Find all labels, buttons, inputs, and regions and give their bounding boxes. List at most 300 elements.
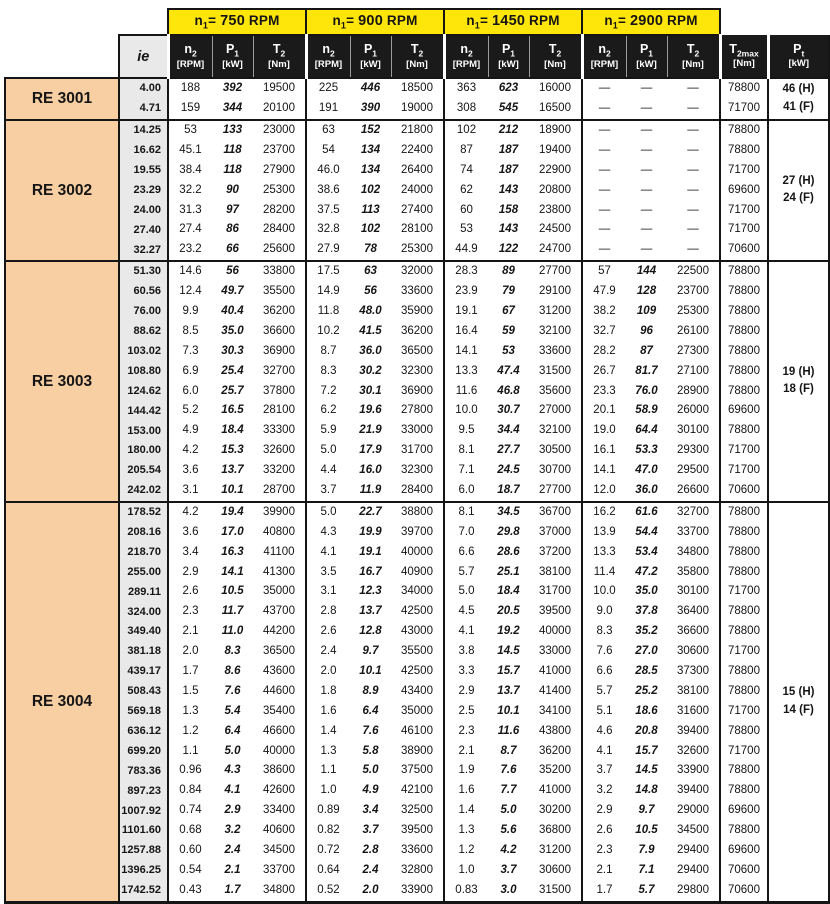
ratio-cell: 103.02 (119, 342, 168, 362)
cell-n2: 3.1 (306, 582, 350, 602)
cell-t2: 29000 (677, 804, 709, 817)
cell-t2: 39500 (539, 605, 571, 618)
cell-t2: 32100 (539, 424, 571, 437)
ratio-cell: 636.12 (119, 722, 168, 742)
cell-p1: 102 (360, 183, 381, 196)
cell-t2: 32600 (263, 444, 295, 457)
cell-t2max: 78800 (720, 562, 768, 582)
cell-t2: — (687, 143, 699, 156)
cell-t2max: 78800 (720, 361, 768, 381)
cell-n2: 3.6 (168, 523, 212, 543)
cell-n2: 87 (444, 141, 488, 161)
cell-n2: 10.0 (444, 401, 488, 421)
cell-p1: 446 (350, 78, 391, 99)
cell-n2: 2.8 (306, 602, 350, 622)
cell-p1: 30.7 (497, 404, 520, 417)
cell-t2: — (687, 243, 699, 256)
cell-p1: 36.0 (359, 344, 382, 357)
cell-n2: 4.1 (306, 542, 350, 562)
cell-n2: 1.7 (582, 881, 626, 902)
ratio-cell: 88.62 (119, 322, 168, 342)
cell-n2: 188 (168, 78, 212, 99)
cell-p1: 7.6 (500, 764, 517, 777)
cell-t2: 33600 (401, 285, 433, 298)
ratio-cell: 208.16 (119, 523, 168, 543)
cell-n2: 4.4 (306, 461, 350, 481)
cell-t2: 30200 (539, 804, 571, 817)
cell-t2: 20800 (539, 183, 571, 196)
model-header-spacer (5, 35, 119, 78)
cell-n2: 225 (306, 78, 350, 99)
cell-n2: 363 (444, 78, 488, 99)
cell-n2: 0.89 (306, 801, 350, 821)
cell-p1: 30.2 (359, 364, 382, 377)
cell-t2: 30100 (677, 585, 709, 598)
cell-t2: 27800 (401, 404, 433, 417)
cell-p1: 25.7 (221, 384, 244, 397)
cell-n2: 23.3 (582, 381, 626, 401)
cell-n2: 4.2 (168, 502, 212, 523)
cell-p1: 29.8 (497, 525, 520, 538)
ratio-cell: 24.00 (119, 200, 168, 220)
cell-t2: 29800 (667, 881, 720, 902)
cell-t2: — (667, 120, 720, 141)
cell-p1: 6.4 (362, 704, 379, 717)
cell-t2: 41100 (263, 545, 295, 558)
cell-t2max: 71700 (720, 220, 768, 240)
cell-n2: 3.8 (444, 642, 488, 662)
cell-n2: 3.4 (168, 542, 212, 562)
cell-n2: 19.1 (444, 302, 488, 322)
cell-t2: 36500 (401, 344, 433, 357)
cell-n2: 7.3 (168, 342, 212, 362)
cell-p1: 17.9 (359, 444, 382, 457)
cell-p1: 56 (212, 261, 253, 282)
cell-n2: 54 (306, 141, 350, 161)
cell-p1: 16.3 (221, 545, 244, 558)
cell-n2: 4.1 (582, 741, 626, 761)
cell-p1: 76.0 (635, 384, 658, 397)
cell-p1: 53.4 (635, 545, 658, 558)
thermal-power-line: 18 (F) (783, 383, 814, 396)
cell-n2: 37.5 (306, 200, 350, 220)
cell-p1: 15.7 (497, 665, 520, 678)
col-header-n2-2900: $n_2$ [RPM] (582, 35, 626, 78)
cell-p1: 41.5 (359, 324, 382, 337)
cell-n2: 6.0 (168, 381, 212, 401)
cell-n2: 38.2 (582, 302, 626, 322)
cell-t2: 40000 (539, 625, 571, 638)
cell-n2: 2.3 (444, 722, 488, 742)
cell-t2: 26100 (677, 324, 709, 337)
cell-n2: 11.4 (582, 562, 626, 582)
cell-p1: — (640, 223, 653, 236)
cell-t2: 33000 (539, 645, 571, 658)
cell-t2: 33600 (539, 344, 571, 357)
table-body (5, 78, 829, 902)
cell-t2: 22400 (401, 143, 433, 156)
cell-t2: 32000 (391, 261, 444, 282)
cell-n2: 0.82 (306, 821, 350, 841)
cell-t2: 21800 (391, 120, 444, 141)
cell-n2: 38.6 (306, 180, 350, 200)
cell-t2max: 71700 (720, 642, 768, 662)
cell-p1: 5.8 (362, 744, 379, 757)
cell-t2max: 69600 (720, 841, 768, 861)
cell-t2max: 70600 (720, 481, 768, 502)
cell-n2: 1.0 (306, 781, 350, 801)
cell-n2: 6.9 (168, 361, 212, 381)
cell-t2: 46600 (263, 724, 295, 737)
cell-n2: 1.3 (168, 702, 212, 722)
cell-n2: 1.1 (306, 761, 350, 781)
cell-t2: 23000 (253, 120, 306, 141)
cell-p1: 14.1 (221, 565, 244, 578)
cell-t2max: 78800 (720, 722, 768, 742)
cell-t2: 37500 (401, 764, 433, 777)
cell-t2: 33300 (263, 424, 295, 437)
cell-t2: — (687, 102, 699, 115)
cell-t2: 31700 (401, 444, 433, 457)
cell-p1: 13.7 (497, 684, 520, 697)
cell-t2: 37800 (263, 384, 295, 397)
cell-t2: 22900 (539, 163, 571, 176)
cell-p1: 19.9 (359, 525, 382, 538)
cell-t2: 31600 (677, 704, 709, 717)
cell-n2: 7.1 (444, 461, 488, 481)
ratio-cell: 218.70 (119, 542, 168, 562)
cell-n2: 6.0 (444, 481, 488, 502)
cell-p1: 87 (640, 344, 653, 357)
cell-n2: 26.7 (582, 361, 626, 381)
cell-p1: 1.7 (212, 881, 253, 902)
cell-n2: 23.9 (444, 282, 488, 302)
ratio-cell: 124.62 (119, 381, 168, 401)
cell-t2max: 78800 (720, 502, 768, 523)
cell-t2: 33800 (253, 261, 306, 282)
cell-t2: 16500 (539, 102, 571, 115)
cell-n2: 28.3 (444, 261, 488, 282)
cell-n2: 1.2 (444, 841, 488, 861)
cell-n2: 60 (444, 200, 488, 220)
cell-t2: 24500 (539, 223, 571, 236)
ratio-cell: 23.29 (119, 180, 168, 200)
cell-t2max: 71700 (720, 741, 768, 761)
cell-n2: 38.4 (168, 161, 212, 181)
ratio-cell: 242.02 (119, 481, 168, 502)
cell-t2: 32600 (677, 744, 709, 757)
cell-p1: 53 (502, 344, 515, 357)
cell-t2: 36200 (401, 324, 433, 337)
cell-t2: 31500 (539, 364, 571, 377)
cell-t2: 38600 (263, 764, 295, 777)
cell-t2: 40900 (401, 565, 433, 578)
cell-p1: 25.4 (221, 364, 244, 377)
cell-t2: 25300 (401, 243, 433, 256)
cell-t2: 35500 (263, 285, 295, 298)
cell-n2: 11.6 (444, 381, 488, 401)
cell-p1: 18.4 (221, 424, 244, 437)
cell-n2: 8.3 (582, 622, 626, 642)
cell-n2: 14.9 (306, 282, 350, 302)
cell-t2: 43700 (263, 605, 295, 618)
cell-n2: 6.2 (306, 401, 350, 421)
ratio-cell: 180.00 (119, 441, 168, 461)
cell-p1: 27.0 (635, 645, 658, 658)
ratio-cell: 108.80 (119, 361, 168, 381)
cell-p1: 19.6 (359, 404, 382, 417)
cell-n2: 14.1 (444, 342, 488, 362)
cell-n2: 5.0 (306, 502, 350, 523)
cell-t2max: 78800 (720, 322, 768, 342)
cell-n2: — (582, 240, 626, 261)
cell-t2: 36600 (263, 324, 295, 337)
cell-n2: 1.6 (444, 781, 488, 801)
cell-n2: 10.0 (582, 582, 626, 602)
ratio-cell: 1396.25 (119, 861, 168, 881)
cell-p1: 11.7 (221, 605, 244, 618)
cell-n2: 2.9 (168, 562, 212, 582)
cell-t2: — (687, 223, 699, 236)
model-cell-re-3004: RE 3004 (5, 502, 119, 902)
cell-n2: 62 (444, 180, 488, 200)
cell-p1: 78 (364, 243, 377, 256)
cell-n2: — (582, 78, 626, 99)
col-header-p1-750: $P_1$ [kW] (212, 35, 253, 78)
cell-p1: 5.0 (224, 744, 241, 757)
cell-p1: 15.7 (635, 744, 658, 757)
cell-t2: 36400 (677, 605, 709, 618)
cell-n2: 6.6 (444, 542, 488, 562)
col-header-n2-900: $n_2$ [RPM] (306, 35, 350, 78)
cell-n2: 74 (444, 161, 488, 181)
cell-n2: 13.9 (582, 523, 626, 543)
cell-n2: 5.9 (306, 421, 350, 441)
cell-n2: 10.2 (306, 322, 350, 342)
cell-t2: 33600 (401, 844, 433, 857)
cell-n2: 28.2 (582, 342, 626, 362)
cell-n2: 0.52 (306, 881, 350, 902)
cell-n2: 0.74 (168, 801, 212, 821)
cell-p1: 15.3 (221, 444, 244, 457)
ratio-cell: 76.00 (119, 302, 168, 322)
cell-n2: 9.5 (444, 421, 488, 441)
cell-p1: 40.4 (221, 304, 244, 317)
speed-banner-2900rpm: $n_1= 2900$ RPM (582, 9, 720, 35)
cell-p1: 134 (360, 143, 381, 156)
cell-p1: 8.6 (224, 665, 241, 678)
cell-t2: 23700 (263, 143, 295, 156)
cell-p1: 89 (488, 261, 529, 282)
cell-n2: 47.9 (582, 282, 626, 302)
cell-p1: 47.2 (635, 565, 658, 578)
col-header-n2-750: $n_2$ [RPM] (168, 35, 212, 78)
cell-p1: 4.3 (224, 764, 241, 777)
cell-t2: 23700 (677, 285, 709, 298)
cell-p1: 5.0 (500, 804, 517, 817)
ratio-cell: 439.17 (119, 662, 168, 682)
cell-p1: 14.5 (497, 645, 520, 658)
cell-p1: 20.5 (497, 605, 520, 618)
cell-t2: 34500 (263, 844, 295, 857)
cell-p1: 102 (360, 223, 381, 236)
cell-p1: 24.5 (497, 464, 520, 477)
cell-t2: — (687, 183, 699, 196)
ratio-cell: 1007.92 (119, 801, 168, 821)
cell-t2: 33400 (263, 804, 295, 817)
cell-t2: 43400 (401, 684, 433, 697)
cell-n2: 32.8 (306, 220, 350, 240)
cell-n2: 4.2 (168, 441, 212, 461)
ratio-cell: 1742.52 (119, 881, 168, 902)
cell-p1: 7.9 (638, 844, 655, 857)
cell-t2: 29400 (677, 863, 709, 876)
cell-p1: 7.7 (500, 784, 517, 797)
cell-n2: 12.0 (582, 481, 626, 502)
ratio-cell: 349.40 (119, 622, 168, 642)
cell-p1: 133 (212, 120, 253, 141)
cell-p1: 18.7 (497, 484, 520, 496)
cell-p1: 30.3 (221, 344, 244, 357)
cell-n2: 3.1 (168, 481, 212, 502)
cell-t2: 31500 (529, 881, 582, 902)
ratio-cell: 27.40 (119, 220, 168, 240)
cell-t2: 36200 (263, 304, 295, 317)
thermal-power-line: 19 (H) (782, 365, 815, 378)
cell-n2: 4.1 (444, 622, 488, 642)
ratio-cell: 60.56 (119, 282, 168, 302)
cell-n2: 191 (306, 99, 350, 120)
cell-p1: 7.6 (224, 684, 241, 697)
cell-n2: 1.4 (306, 722, 350, 742)
cell-n2: 4.5 (444, 602, 488, 622)
cell-t2: 40000 (263, 744, 295, 757)
thermal-power-line: 15 (H) (782, 685, 815, 698)
cell-n2: 19.0 (582, 421, 626, 441)
cell-p1: 143 (498, 183, 519, 196)
cell-p1: 59 (502, 324, 515, 337)
cell-t2: 35600 (539, 384, 571, 397)
cell-p1: 8.9 (362, 684, 379, 697)
cell-n2: 9.9 (168, 302, 212, 322)
ratio-cell: 32.27 (119, 240, 168, 261)
cell-p1: 4.9 (362, 784, 379, 797)
cell-t2max: 78800 (720, 381, 768, 401)
cell-n2: 5.1 (582, 702, 626, 722)
cell-n2: 1.3 (444, 821, 488, 841)
cell-t2max: 78800 (720, 523, 768, 543)
cell-p1: 7.6 (362, 724, 379, 737)
cell-t2: 38100 (677, 684, 709, 697)
cell-n2: 7.0 (444, 523, 488, 543)
cell-p1: 35.0 (635, 585, 658, 598)
cell-t2: 35500 (401, 645, 433, 658)
cell-p1: 22.7 (350, 502, 391, 523)
cell-p1: 2.8 (362, 844, 379, 857)
ratio-cell: 178.52 (119, 502, 168, 523)
cell-t2: 30600 (677, 645, 709, 658)
cell-t2: 26000 (677, 404, 709, 417)
cell-p1: 144 (626, 261, 667, 282)
ratio-cell: 14.25 (119, 120, 168, 141)
cell-t2: 38800 (391, 502, 444, 523)
cell-n2: 2.4 (306, 642, 350, 662)
cell-t2: 40800 (263, 525, 295, 538)
cell-p1: 28.5 (635, 665, 658, 678)
cell-p1: 3.0 (488, 881, 529, 902)
cell-t2: 41400 (539, 684, 571, 697)
cell-p1: 67 (502, 304, 515, 317)
cell-t2: 40600 (263, 824, 295, 837)
cell-p1: 86 (226, 223, 239, 236)
cell-t2: 39400 (677, 784, 709, 797)
cell-t2max: 69600 (720, 801, 768, 821)
cell-p1: 35.2 (635, 625, 658, 638)
cell-p1: 61.6 (626, 502, 667, 523)
cell-p1: 187 (498, 163, 519, 176)
cell-t2: 30700 (539, 464, 571, 477)
cell-p1: 97 (226, 203, 239, 216)
cell-p1: 90 (226, 183, 239, 196)
cell-n2: 0.84 (168, 781, 212, 801)
cell-p1: — (640, 203, 653, 216)
cell-t2: 37000 (539, 525, 571, 538)
cell-t2: 30100 (677, 424, 709, 437)
cell-p1: 3.7 (500, 863, 517, 876)
cell-t2: 36600 (677, 625, 709, 638)
cell-p1: 12.3 (359, 585, 382, 598)
cell-t2: 35900 (401, 304, 433, 317)
cell-t2: 31200 (539, 844, 571, 857)
cell-n2: 16.2 (582, 502, 626, 523)
cell-p1: 2.1 (224, 863, 241, 876)
cell-n2: 8.7 (306, 342, 350, 362)
cell-t2: 27100 (677, 364, 709, 377)
cell-n2: 1.1 (168, 741, 212, 761)
cell-n2: 1.0 (444, 861, 488, 881)
cell-t2max: 78800 (720, 622, 768, 642)
cell-t2: 34500 (677, 824, 709, 837)
cell-t2: 42500 (401, 605, 433, 618)
cell-t2: 26400 (401, 163, 433, 176)
speed-banner-750rpm: $n_1= 750$ RPM (168, 9, 306, 35)
cell-t2: 37300 (677, 665, 709, 678)
cell-p1: 143 (498, 223, 519, 236)
cell-t2max: 78800 (720, 141, 768, 161)
ratio-cell: 16.62 (119, 141, 168, 161)
cell-p1: 47.0 (635, 464, 658, 477)
cell-t2: 43000 (401, 625, 433, 638)
cell-t2: 41000 (539, 784, 571, 797)
cell-n2: 2.9 (444, 682, 488, 702)
cell-t2: 35400 (263, 704, 295, 717)
cell-n2: 7.2 (306, 381, 350, 401)
cell-t2max: 78800 (720, 421, 768, 441)
ratio-cell: 1101.60 (119, 821, 168, 841)
cell-n2: 1.8 (306, 682, 350, 702)
cell-p1: 390 (360, 102, 381, 115)
cell-p1: 21.9 (359, 424, 382, 437)
cell-p1: 53.3 (635, 444, 658, 457)
cell-t2: 28700 (263, 484, 295, 496)
cell-t2: 24000 (401, 183, 433, 196)
table-header (5, 9, 829, 78)
cell-p1: 37.8 (635, 605, 658, 618)
col-header-n2-1450: $n_2$ [RPM] (444, 35, 488, 78)
col-header-t2-900: $T_2$ [Nm] (391, 35, 444, 78)
cell-p1: 9.7 (638, 804, 655, 817)
cell-t2max: 70600 (720, 881, 768, 902)
